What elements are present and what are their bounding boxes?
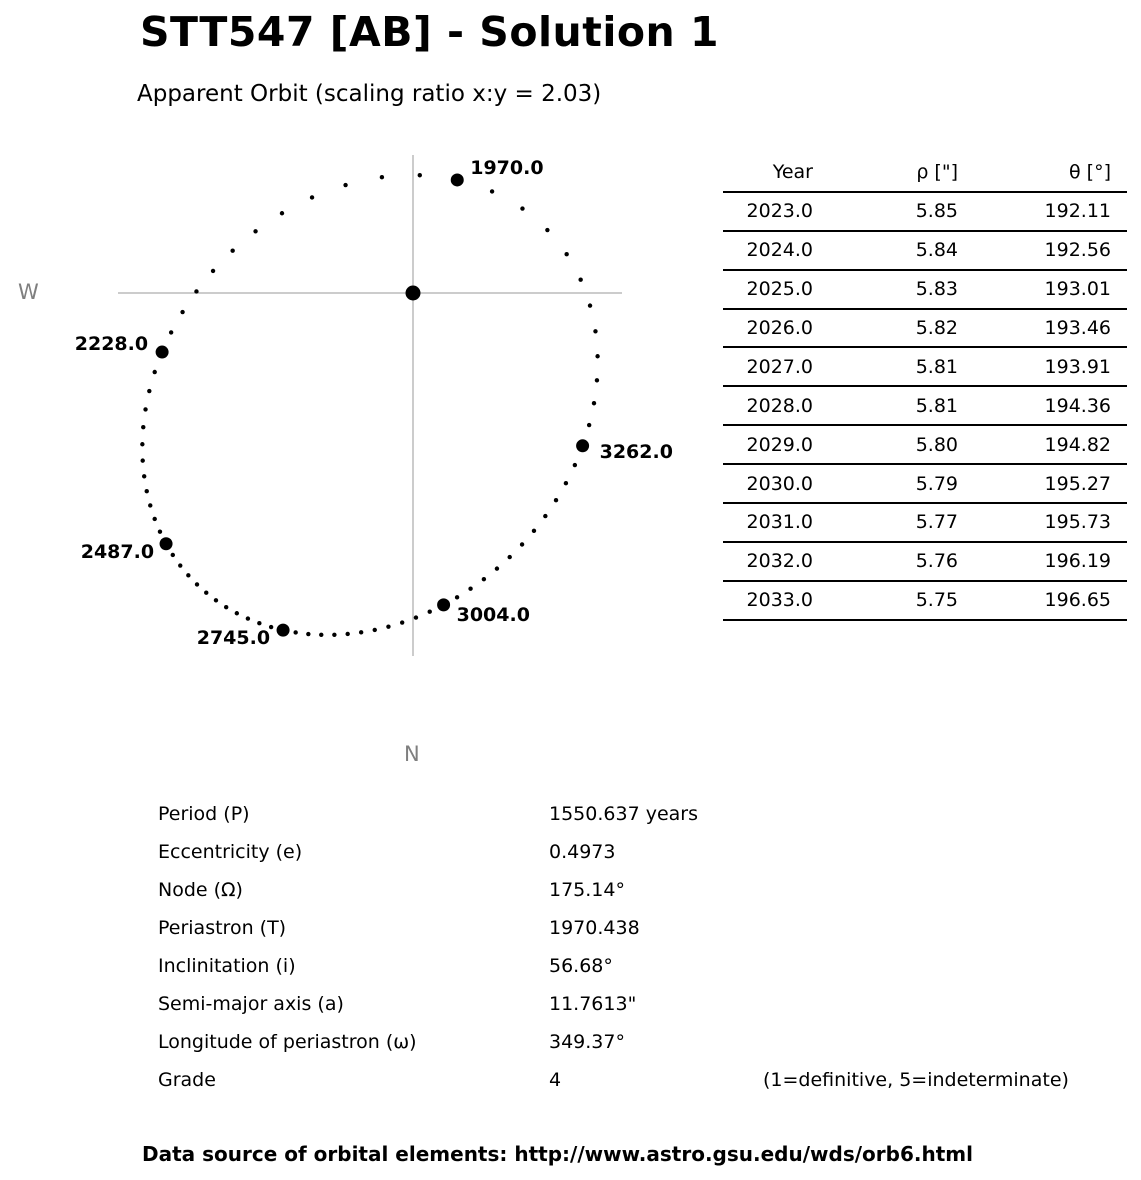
ephemeris-cell-rho: 5.83	[915, 278, 958, 301]
orbit-dot	[532, 529, 536, 533]
orbit-dot	[508, 555, 512, 559]
orbit-dot	[414, 615, 418, 619]
orbital-element-value: 1550.637 years	[549, 803, 698, 825]
orbital-element-row	[158, 909, 1088, 947]
orbit-dot	[246, 616, 250, 620]
orbit-dot	[141, 425, 145, 429]
orbit-dot	[319, 633, 323, 637]
orbit-dot	[490, 189, 494, 193]
ephemeris-row	[723, 503, 1127, 542]
orbital-element-value: 56.68°	[549, 955, 613, 977]
orbit-dot	[418, 173, 422, 177]
ephemeris-cell-rho: 5.85	[915, 200, 958, 223]
primary-star-dot	[406, 286, 421, 301]
epoch-marker-dot	[576, 439, 589, 452]
orbital-element-row	[158, 985, 1088, 1023]
ephemeris-row	[723, 464, 1127, 503]
orbit-dot	[564, 252, 568, 256]
orbit-dot	[545, 228, 549, 232]
ephemeris-cell-year: 2023.0	[746, 200, 813, 223]
orbit-dot	[224, 605, 228, 609]
ephemeris-cell-rho: 5.76	[915, 550, 958, 573]
ephemeris-cell-rho: 5.77	[915, 511, 958, 534]
ephemeris-cell-theta: 195.27	[1044, 472, 1111, 495]
ephemeris-cell-rho: 5.81	[915, 394, 958, 417]
ephemeris-cell-theta: 196.19	[1044, 550, 1111, 573]
orbital-element-label: Longitude of periastron (ω)	[158, 1031, 417, 1053]
orbit-dot	[169, 330, 173, 334]
orbit-dot	[310, 195, 314, 199]
ephemeris-cell-theta: 194.82	[1044, 433, 1111, 456]
ephemeris-header-rho: ρ ["]	[916, 161, 958, 184]
ephemeris-cell-rho: 5.82	[915, 317, 958, 339]
ephemeris-cell-rho: 5.75	[915, 589, 958, 612]
orbit-dot	[543, 514, 547, 518]
ephemeris-cell-year: 2024.0	[746, 239, 813, 262]
epoch-marker-label: 1970.0	[470, 156, 544, 179]
orbit-dot	[153, 517, 157, 521]
ephemeris-cell-year: 2027.0	[746, 355, 813, 378]
ephemeris-row	[723, 270, 1127, 309]
ephemeris-cell-rho: 5.84	[915, 239, 958, 262]
orbit-dot	[386, 624, 390, 628]
orbit-dot	[194, 289, 198, 293]
epoch-marker-label: 3004.0	[456, 603, 530, 626]
ephemeris-row	[723, 581, 1127, 620]
epoch-marker-label: 2228.0	[74, 333, 149, 356]
orbit-dot	[468, 587, 472, 591]
orbital-element-label: Grade	[158, 1069, 216, 1091]
orbital-element-value: 0.4973	[549, 841, 616, 863]
orbit-dot	[180, 310, 184, 314]
ephemeris-cell-year: 2028.0	[746, 394, 813, 417]
compass-north-label: N	[404, 742, 420, 766]
orbit-dot	[214, 598, 218, 602]
orbit-dot	[332, 633, 336, 637]
orbital-elements-list	[158, 795, 1088, 1099]
ephemeris-cell-rho: 5.79	[915, 472, 958, 495]
ephemeris-cell-year: 2030.0	[746, 472, 813, 495]
orbit-dot	[380, 175, 384, 179]
ephemeris-row	[723, 347, 1127, 386]
orbit-dot	[573, 463, 577, 467]
orbit-dot	[595, 378, 599, 382]
orbit-dot	[145, 489, 149, 493]
orbit-dot	[147, 389, 151, 393]
orbit-dot	[171, 553, 175, 557]
orbit-dot	[595, 354, 599, 358]
data-source-note: Data source of orbital elements: http://www.astro.gsu.edu/wds/orb6.html	[142, 1142, 973, 1166]
orbit-dot	[345, 632, 349, 636]
orbital-element-row	[158, 871, 1088, 909]
orbit-dot	[495, 566, 499, 570]
ephemeris-cell-year: 2033.0	[746, 589, 813, 612]
orbit-dot	[592, 401, 596, 405]
orbital-element-row	[158, 833, 1088, 871]
orbital-element-value: 175.14°	[549, 879, 625, 901]
orbital-element-value: 11.7613"	[549, 993, 637, 1015]
orbit-dot	[428, 610, 432, 614]
orbit-dot	[142, 474, 146, 478]
page-subtitle: Apparent Orbit (scaling ratio x:y = 2.03)	[137, 81, 602, 107]
orbit-dot	[204, 591, 208, 595]
orbit-dot	[186, 573, 190, 577]
compass-west-label: W	[18, 280, 39, 304]
orbit-dot	[455, 595, 459, 599]
ephemeris-cell-theta: 192.11	[1044, 200, 1111, 223]
ephemeris-row	[723, 231, 1127, 270]
ephemeris-table	[723, 154, 1127, 621]
orbit-dot	[158, 529, 162, 533]
orbital-element-label: Node (Ω)	[158, 879, 243, 901]
orbital-element-row	[158, 1023, 1088, 1061]
orbit-dot	[178, 563, 182, 567]
orbit-dot	[253, 229, 257, 233]
orbital-element-label: Eccentricity (e)	[158, 841, 303, 863]
orbital-element-label: Semi-major axis (a)	[158, 993, 344, 1015]
ephemeris-header-theta: θ [°]	[1069, 161, 1111, 184]
orbit-dot	[520, 206, 524, 210]
orbit-dot	[257, 621, 261, 625]
orbit-dot	[564, 481, 568, 485]
orbit-dot	[578, 278, 582, 282]
orbital-element-value: 349.37°	[549, 1031, 625, 1053]
orbit-dot	[482, 577, 486, 581]
orbit-plot	[0, 0, 700, 790]
orbital-element-label: Period (P)	[158, 803, 250, 825]
orbit-dot	[293, 630, 297, 634]
orbit-dot	[141, 458, 145, 462]
ephemeris-cell-rho: 5.81	[915, 355, 958, 378]
orbit-dot	[230, 248, 234, 252]
orbital-element-value: 1970.438	[549, 917, 640, 939]
ephemeris-cell-theta: 193.01	[1044, 278, 1111, 301]
epoch-marker-dot	[437, 598, 450, 611]
orbit-dot	[306, 632, 310, 636]
epoch-marker-dot	[160, 537, 173, 550]
orbit-dot	[400, 620, 404, 624]
epoch-marker-dot	[156, 346, 169, 359]
ephemeris-cell-year: 2025.0	[746, 278, 813, 301]
orbit-dot	[554, 498, 558, 502]
orbit-dot	[587, 423, 591, 427]
epoch-marker-label: 2487.0	[80, 540, 155, 563]
orbit-dot	[593, 329, 597, 333]
orbital-element-note: (1=definitive, 5=indeterminate)	[763, 1069, 1069, 1091]
ephemeris-row	[723, 386, 1127, 425]
orbit-dot	[235, 611, 239, 615]
orbital-element-row	[158, 795, 1088, 833]
epoch-marker-dot	[277, 624, 290, 637]
orbit-dot	[153, 370, 157, 374]
orbital-element-value: 4	[549, 1069, 562, 1091]
orbit-dot	[148, 503, 152, 507]
epoch-marker-label: 2745.0	[196, 627, 271, 650]
orbit-dot	[520, 542, 524, 546]
ephemeris-cell-year: 2029.0	[746, 433, 813, 456]
ephemeris-cell-year: 2032.0	[746, 550, 813, 573]
ephemeris-cell-theta: 193.91	[1044, 355, 1111, 378]
ephemeris-row	[723, 309, 1127, 348]
orbit-dot	[280, 211, 284, 215]
ephemeris-cell-year: 2031.0	[746, 511, 813, 534]
ephemeris-header-row	[723, 154, 1127, 192]
page-title: STT547 [AB] - Solution 1	[140, 8, 720, 56]
ephemeris-cell-rho: 5.80	[915, 433, 958, 456]
orbit-dot	[143, 407, 147, 411]
orbit-dot	[588, 303, 592, 307]
orbit-dot	[373, 628, 377, 632]
orbit-dot	[343, 183, 347, 187]
ephemeris-cell-theta: 193.46	[1044, 317, 1111, 339]
ephemeris-cell-theta: 196.65	[1044, 589, 1111, 612]
orbit-dot	[211, 269, 215, 273]
orbit-dot	[195, 582, 199, 586]
ephemeris-row	[723, 192, 1127, 231]
ephemeris-row	[723, 425, 1127, 464]
ephemeris-cell-theta: 195.73	[1044, 511, 1111, 534]
orbital-element-label: Inclinitation (i)	[158, 955, 296, 977]
ephemeris-cell-year: 2026.0	[746, 317, 813, 339]
orbit-dot	[140, 442, 144, 446]
ephemeris-cell-theta: 192.56	[1044, 239, 1111, 262]
orbital-element-label: Periastron (T)	[158, 917, 287, 939]
orbital-element-row	[158, 947, 1088, 985]
ephemeris-header-year: Year	[772, 161, 813, 184]
ephemeris-cell-theta: 194.36	[1044, 394, 1111, 417]
ephemeris-row	[723, 542, 1127, 581]
epoch-marker-label: 3262.0	[599, 440, 673, 463]
orbit-dot	[359, 630, 363, 634]
orbital-element-row	[158, 1061, 1088, 1099]
epoch-marker-dot	[451, 173, 464, 186]
